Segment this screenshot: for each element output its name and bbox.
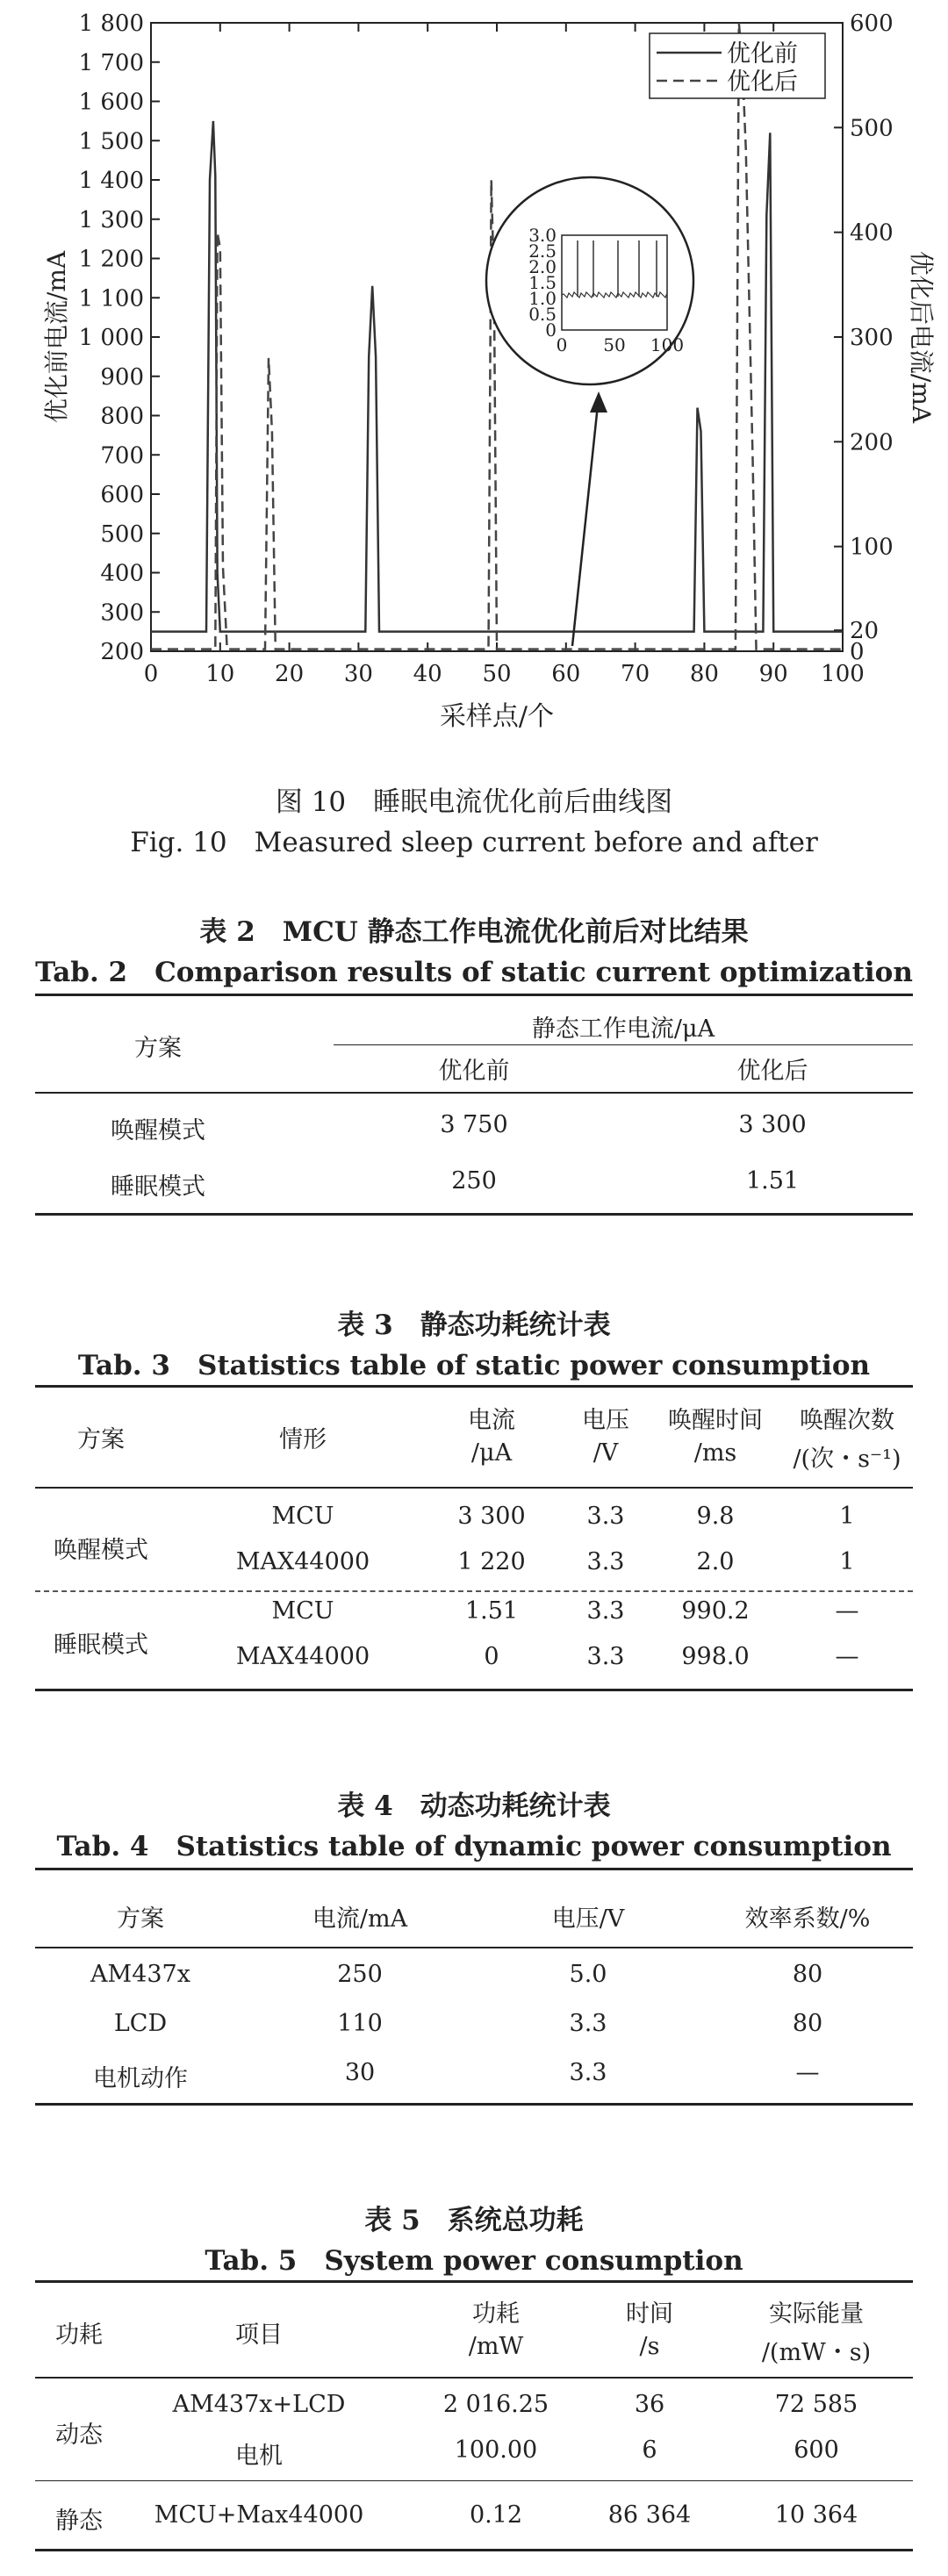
table3-g1r2-voltage: 3.3 (586, 1548, 625, 1575)
y-left-tick-label: 500 (100, 520, 144, 548)
y-right-tick-label: 200 (850, 429, 894, 456)
table3-bottom-rule (35, 1689, 913, 1691)
table2-header-before: 优化前 (438, 1058, 510, 1085)
y-right-tick-label: 100 (850, 534, 894, 561)
table3-top-rule (35, 1385, 913, 1388)
table4-row2-efficiency: 80 (792, 2010, 823, 2037)
y-left-tick-label: 1 000 (78, 325, 144, 351)
table2-header-scheme: 方案 (134, 1035, 182, 1062)
y-right-tick-label: 0 (850, 639, 865, 665)
inset-y-tick-label: 2.5 (528, 240, 557, 262)
table3-group2-scheme: 睡眠模式 (54, 1632, 148, 1659)
y-left-tick-label: 200 (100, 639, 144, 665)
series-line-after (151, 23, 843, 649)
table5-g1r2-pw: 100.00 (454, 2436, 538, 2464)
table4-header-voltage: 电压/V (551, 1905, 625, 1933)
table3-g2r1-situation: MCU (271, 1597, 334, 1625)
y-left-tick-label: 300 (100, 599, 144, 627)
inset-x-tick-label: 0 (556, 334, 568, 355)
table5-g1r2-time: 6 (642, 2436, 657, 2464)
inset-y-tick-label: 2.0 (528, 256, 557, 277)
inset-y-tick-label: 1.5 (528, 272, 557, 293)
table2-title-en: Tab. 2 Comparison results of static current optimization (35, 957, 913, 988)
y-left-tick-label: 400 (100, 560, 144, 587)
y-left-tick-label: 600 (100, 482, 144, 508)
table3-header-current-unit: /μA (470, 1439, 513, 1467)
table4-title-en: Tab. 4 Statistics table of dynamic power consumption (56, 1831, 892, 1862)
table3-header-current: 电流 (468, 1407, 515, 1434)
x-tick-label: 90 (758, 661, 788, 687)
y-left-tick-label: 1 200 (78, 246, 144, 273)
table4-bottom-rule (35, 2103, 913, 2106)
y-left-tick-label: 1 300 (78, 206, 144, 233)
table3-title-cn: 表 3 静态功耗统计表 (337, 1310, 611, 1341)
table4-row1-voltage: 5.0 (569, 1961, 607, 1988)
x-tick-label: 20 (275, 661, 305, 687)
table5-g1r2-energy: 600 (794, 2436, 839, 2464)
table4-row1-current: 250 (337, 1961, 383, 1988)
table5-header-time: 时间 (626, 2300, 673, 2328)
table5-bottom-rule (35, 2549, 913, 2551)
inset-pointer-arrowhead (590, 391, 607, 413)
table3-g1r1-wakecount: 1 (839, 1503, 855, 1530)
table3-g2r2-waketime: 998.0 (681, 1643, 750, 1670)
inset-y-tick-label: 0.5 (528, 304, 557, 325)
figure-caption-en: Fig. 10 Measured sleep current before and after (130, 827, 818, 858)
table3-header-voltage: 电压 (582, 1407, 629, 1434)
inset-y-tick-label: 1.0 (528, 288, 557, 309)
table5-g2r1-time: 86 364 (607, 2501, 692, 2529)
table3-header-waketime-unit: /ms (693, 1439, 737, 1467)
x-tick-label: 60 (551, 661, 581, 687)
table4-row1-scheme: AM437x (90, 1961, 190, 1988)
table5-top-rule (35, 2280, 913, 2283)
table2-header-group: 静态工作电流/μA (531, 1015, 715, 1043)
y-left-tick-label: 700 (100, 442, 144, 470)
table3-header-rule (35, 1487, 913, 1489)
y-left-tick-label: 1 600 (78, 89, 144, 116)
x-tick-label: 30 (343, 661, 373, 687)
table5-g2r1-pw: 0.12 (469, 2501, 523, 2529)
table2-header-rule (35, 1092, 913, 1094)
table3-g2r1-voltage: 3.3 (586, 1597, 625, 1625)
figure-caption-cn: 图 10 睡眠电流优化前后曲线图 (275, 786, 673, 818)
y-right-tick-label: 500 (850, 115, 894, 142)
table5-header-power: 功耗 (55, 2321, 103, 2349)
table5-header-pw-unit: /mW (468, 2333, 524, 2360)
x-tick-label: 40 (413, 661, 442, 687)
table2-row2-scheme: 睡眠模式 (111, 1173, 205, 1201)
table3-g1r2-waketime: 2.0 (696, 1548, 735, 1575)
x-tick-label: 100 (821, 661, 865, 687)
table4-row3-efficiency: — (795, 2059, 820, 2086)
table4-row1-efficiency: 80 (792, 1961, 823, 1988)
table3-g1r1-waketime: 9.8 (696, 1503, 735, 1530)
table5-header-time-unit: /s (639, 2333, 660, 2360)
table4-header-rule (35, 1947, 913, 1948)
table5-g1r2-item: 电机 (235, 2443, 283, 2470)
table4-row3-voltage: 3.3 (569, 2059, 607, 2086)
y-left-tick-label: 1 700 (78, 49, 144, 76)
table3-g1r1-situation: MCU (271, 1503, 334, 1530)
table3-g1r1-current: 3 300 (457, 1503, 526, 1530)
table2-group-rule (334, 1044, 913, 1045)
table5-g1r1-energy: 72 585 (774, 2391, 858, 2418)
x-tick-label: 70 (621, 661, 650, 687)
x-tick-label: 80 (689, 661, 719, 687)
table4-title-cn: 表 4 动态功耗统计表 (337, 1790, 611, 1822)
table3-g2r2-wakecount: — (835, 1643, 859, 1670)
table3-group1-scheme: 唤醒模式 (54, 1537, 148, 1564)
table3-g1r2-current: 1 220 (457, 1548, 526, 1575)
table3-group-divider (35, 1590, 913, 1592)
table2-row1-after: 3 300 (738, 1111, 807, 1138)
table3-g1r2-wakecount: 1 (839, 1548, 855, 1575)
table4-header-current: 电流/mA (312, 1905, 408, 1933)
inset-x-tick-label: 100 (650, 334, 685, 355)
table2-top-rule (35, 994, 913, 996)
table5-g1r1-time: 36 (634, 2391, 665, 2418)
table3-g1r1-voltage: 3.3 (586, 1503, 625, 1530)
table3-header-scheme: 方案 (77, 1426, 125, 1453)
y-left-tick-label: 800 (100, 403, 144, 430)
table5-group2-power: 静态 (55, 2508, 103, 2535)
table2-row2-after: 1.51 (745, 1167, 800, 1195)
table3-g2r2-voltage: 3.3 (586, 1643, 625, 1670)
table3-header-voltage-unit: /V (592, 1439, 619, 1467)
y-left-tick-label: 900 (100, 363, 144, 391)
inset-y-tick-label: 0 (545, 319, 557, 341)
table4-row2-scheme: LCD (113, 2010, 168, 2037)
table4-top-rule (35, 1868, 913, 1870)
table5-header-energy: 实际能量 (769, 2300, 864, 2328)
inset-pointer-line (572, 397, 599, 646)
table3-title-en: Tab. 3 Statistics table of static power consumption (77, 1350, 871, 1381)
table2-row1-before: 3 750 (440, 1111, 508, 1138)
y-right-tick-label: 600 (850, 11, 894, 37)
table4-header-scheme: 方案 (117, 1905, 164, 1933)
table2-header-after: 优化后 (736, 1058, 808, 1085)
table5-header-rule (35, 2377, 913, 2379)
y-right-tick-label: 400 (850, 219, 894, 247)
table2-row1-scheme: 唤醒模式 (111, 1117, 205, 1144)
table2-row2-before: 250 (451, 1167, 497, 1195)
table3-g2r1-wakecount: — (835, 1597, 859, 1625)
inset-x-tick-label: 50 (603, 334, 626, 355)
legend-label: 优化后 (727, 68, 798, 96)
x-tick-label: 10 (205, 661, 235, 687)
inset-y-tick-label: 3.0 (528, 225, 557, 246)
legend-label: 优化前 (727, 40, 798, 68)
table5-title-en: Tab. 5 System power consumption (205, 2245, 743, 2277)
y-left-tick-label: 1 400 (78, 168, 144, 194)
table5-g1r1-item: AM437x+LCD (172, 2391, 346, 2418)
table2-title-cn: 表 2 MCU 静态工作电流优化前后对比结果 (199, 916, 749, 948)
y-left-tick-label: 1 800 (78, 11, 144, 37)
table3-g2r2-current: 0 (484, 1643, 499, 1670)
table3-g2r1-waketime: 990.2 (681, 1597, 750, 1625)
table5-g1r1-pw: 2 016.25 (442, 2391, 549, 2418)
table5-title-cn: 表 5 系统总功耗 (364, 2205, 584, 2236)
y-left-axis-label: 优化前电流/mA (42, 250, 71, 424)
table3-header-waketime: 唤醒时间 (668, 1407, 763, 1434)
table5-group1-power: 动态 (55, 2422, 103, 2449)
y-left-tick-label: 1 500 (78, 128, 144, 155)
table4-row2-current: 110 (337, 2010, 383, 2037)
table3-g2r1-current: 1.51 (464, 1597, 519, 1625)
x-tick-label: 0 (143, 661, 159, 687)
table2-bottom-rule (35, 1213, 913, 1216)
table5-group-divider (35, 2480, 913, 2481)
table5-header-item: 项目 (235, 2321, 283, 2349)
table5-header-energy-unit: /(mW・s) (761, 2339, 872, 2366)
table3-header-wakecount-unit: /(次・s⁻¹) (793, 1446, 901, 1473)
y-right-tick-label: 20 (850, 618, 880, 645)
table3-header-wakecount: 唤醒次数 (800, 1407, 894, 1434)
sleep-current-chart (0, 0, 948, 755)
table4-row3-current: 30 (344, 2059, 376, 2086)
table5-g2r1-item: MCU+Max44000 (154, 2501, 364, 2529)
y-right-axis-label: 优化后电流/mA (907, 250, 936, 424)
table4-header-efficiency: 效率系数/% (744, 1905, 871, 1933)
table5-g2r1-energy: 10 364 (774, 2501, 858, 2529)
y-right-tick-label: 300 (850, 325, 894, 351)
table3-header-situation: 情形 (279, 1426, 327, 1453)
x-tick-label: 50 (482, 661, 512, 687)
table3-g2r2-situation: MAX44000 (235, 1643, 370, 1670)
table3-g1r2-situation: MAX44000 (235, 1548, 370, 1575)
table4-row3-scheme: 电机动作 (93, 2065, 188, 2092)
table5-header-pw: 功耗 (472, 2300, 520, 2328)
x-axis-label: 采样点/个 (439, 701, 555, 732)
table4-row2-voltage: 3.3 (569, 2010, 607, 2037)
y-left-tick-label: 1 100 (78, 285, 144, 312)
